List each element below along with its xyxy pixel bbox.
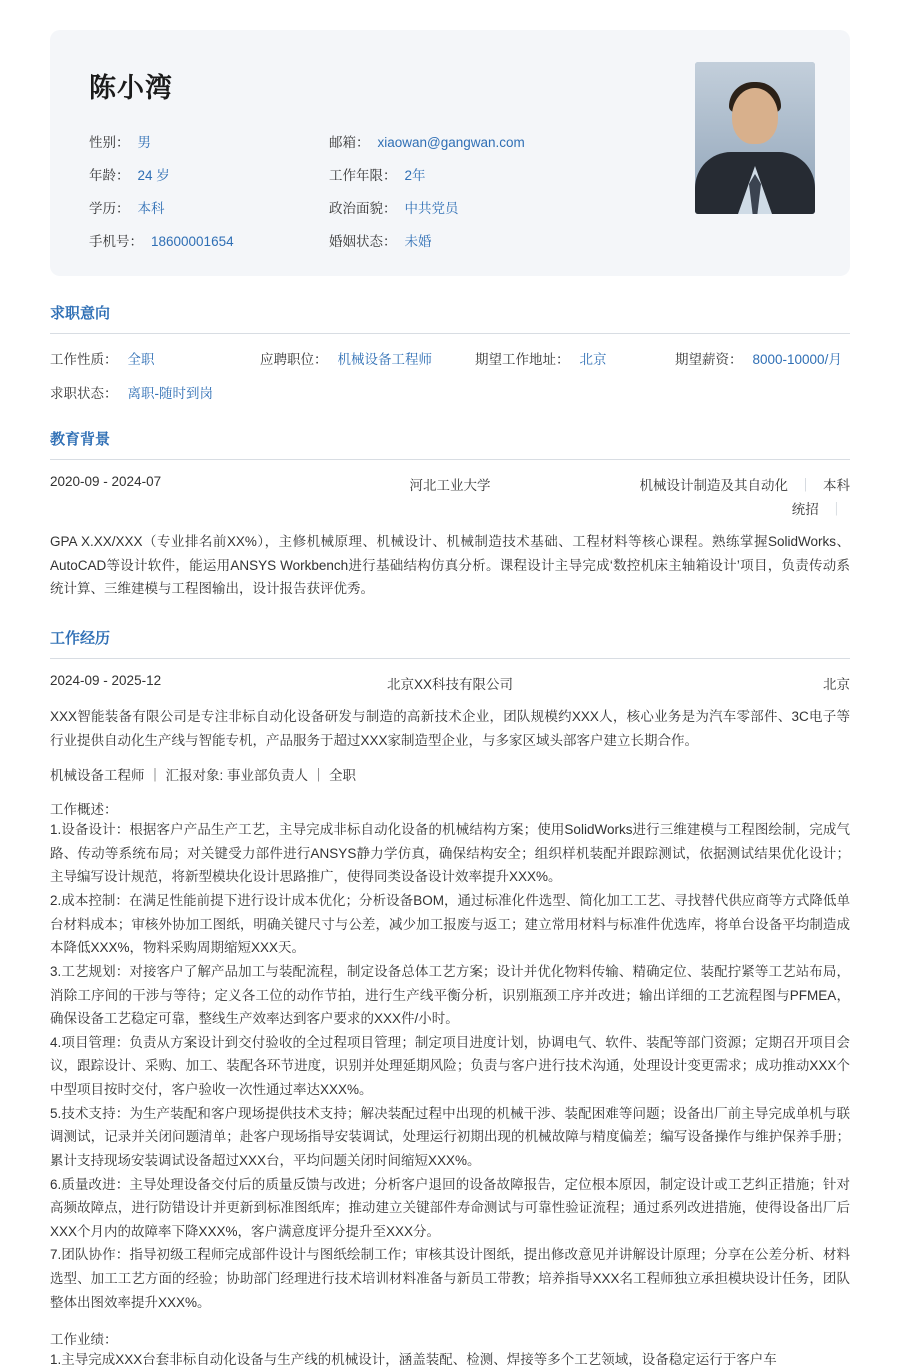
work-role-line: 机械设备工程师 ｜ 汇报对象: 事业部负责人 ｜ 全职 — [50, 768, 357, 784]
section-work-experience — [50, 627, 850, 1372]
profile-header-left — [85, 60, 695, 250]
job-intention-row-1 — [50, 348, 850, 368]
profile-field-email-label: 邮箱： — [329, 135, 370, 150]
intent-job-type — [50, 348, 260, 368]
section-education — [50, 428, 850, 601]
profile-info-grid — [89, 131, 695, 250]
profile-field-education-label: 学历： — [89, 201, 130, 216]
profile-field-political-value: 中共党员 — [404, 201, 459, 216]
profile-field-gender-value: 男 — [137, 135, 151, 150]
intent-location — [475, 348, 675, 368]
work-entry-header — [50, 673, 850, 693]
education-degree: 本科 — [823, 478, 850, 493]
section-title-education: 教育背景 — [50, 431, 111, 448]
intent-position — [260, 348, 475, 368]
avatar-face — [732, 88, 778, 144]
work-duty-item: 2.成本控制：在满足性能前提下进行设计成本优化；分析设备BOM，通过标准化件选型、简化加工工艺、寻找替代供应商等方式降低单台材料成本；审核外协加工图纸，明确关键尺寸与公差，减少加工报废与返工；建立常用材料与标准件优选库，将单台设备平均制造成本降低XXX%，物料采购周期缩短XXX天。 — [50, 893, 850, 956]
section-divider — [50, 459, 850, 460]
profile-field-gender — [89, 131, 329, 151]
separator: ｜ — [829, 502, 843, 517]
profile-header-card — [50, 30, 850, 276]
work-overview-label: 工作概述： — [50, 802, 118, 818]
profile-field-marital — [329, 230, 695, 250]
profile-field-marital-value: 未婚 — [404, 234, 432, 249]
profile-field-political — [329, 197, 695, 217]
education-admission-text: 统招 — [791, 502, 819, 517]
profile-field-political-label: 政治面貌： — [329, 201, 397, 216]
intent-salary-label: 期望薪资： — [675, 352, 743, 367]
work-achievement-label: 工作业绩： — [50, 1332, 118, 1348]
profile-field-email-value: xiaowan@gangwan.com — [377, 135, 525, 150]
profile-field-experience-value: 2年 — [404, 168, 426, 183]
profile-field-experience-label: 工作年限： — [329, 168, 397, 183]
separator: ｜ — [798, 478, 813, 493]
intent-position-label: 应聘职位： — [260, 352, 328, 367]
intent-salary-value: 8000-10000/月 — [752, 352, 842, 367]
page-title: 陈小湾 — [89, 73, 173, 103]
profile-field-phone-label: 手机号： — [89, 234, 143, 249]
education-entry-header — [50, 474, 850, 518]
profile-field-education — [89, 197, 329, 217]
education-meta — [600, 474, 850, 518]
education-school: 河北工业大学 — [409, 478, 491, 493]
section-title-job-intention: 求职意向 — [50, 305, 111, 322]
profile-field-phone-value: 18600001654 — [151, 234, 234, 249]
profile-field-phone — [89, 230, 329, 250]
profile-field-experience — [329, 164, 695, 184]
work-duty-item: 4.项目管理：负责从方案设计到交付验收的全过程项目管理；制定项目进度计划，协调电气、软件、装配等部门资源；定期召开项目会议，跟踪设计、采购、加工、装配各环节进度，识别并处理延期风险；负责与客户进行技术沟通，处理设计变更需求；成功推动XXX个中型项目按时交付，客户验收一次性通过率达XXX%。 — [50, 1034, 850, 1097]
work-company: 北京XX科技有限公司 — [386, 676, 513, 692]
work-duty-item: 6.质量改进：主导处理设备交付后的质量反馈与改进；分析客户退回的设备故障报告，定位根本原因，制定设计或工艺纠正措施；针对高频故障点，进行防错设计并更新到标准图纸库；推动建立关键部件寿命测试与可靠性验证流程；通过系列改进措施，使得设备出厂后XXX个月内的故障率下降XXX%，客户满意度评分提升至XXX分。 — [50, 1176, 850, 1239]
work-duty-item: 3.工艺规划：对接客户了解产品加工与装配流程，制定设备总体工艺方案；设计并优化物料传输、精确定位、装配拧紧等工艺站布局，消除工序间的干涉与等待；定义各工位的动作节拍，进行生产线平衡分析，识别瓶颈工序并改进；输出详细的工艺流程图与PFMEA，确保设备工艺稳定可靠，整线生产效率达到客户要求的XXX件/小时。 — [50, 963, 850, 1027]
education-date: 2020-09 - 2024-07 — [50, 474, 162, 489]
work-achievement-item: 1.主导完成XXX台套非标自动化设备与生产线的机械设计，涵盖装配、检测、焊接等多个工艺领域，设备稳定运行于客户车 — [50, 1352, 777, 1368]
profile-field-gender-label: 性别： — [89, 135, 130, 150]
section-title-work-experience: 工作经历 — [50, 629, 111, 647]
work-location: 北京 — [823, 676, 850, 692]
resume-page — [0, 30, 900, 1372]
intent-job-type-label: 工作性质： — [50, 352, 118, 367]
work-company-intro: XXX智能装备有限公司是专注非标自动化设备研发与制造的高新技术企业，团队规模约XXX人，核心业务是为汽车零部件、3C电子等行业提供自动化生产线与智能专机，产品服务于超过XXX家制造型企业，与多家区域头部客户建立长期合作。 — [50, 708, 850, 748]
work-date: 2024-09 - 2025-12 — [50, 672, 162, 688]
intent-status-value: 离职-随时到岗 — [127, 386, 213, 401]
intent-status — [50, 382, 260, 402]
work-duty-item: 7.团队协作：指导初级工程师完成部件设计与图纸绘制工作；审核其设计图纸，提出修改意见并讲解设计原理；分享在公差分析、材料选型、加工工艺方面的经验；协助部门经理进行技术培训材料准备与新员工带教；培养指导XXX名工程师独立承担模块设计任务，团队整体出图效率提升XXX%。 — [50, 1247, 850, 1310]
work-duty-item: 5.技术支持：为生产装配和客户现场提供技术支持；解决装配过程中出现的机械干涉、装配困难等问题；设备出厂前主导完成单机与联调测试，记录并关闭问题清单；赴客户现场指导安装调试，处理运行初期出现的机械故障与精度偏差；编写设备操作与维护保养手册；累计支持现场安装调试设备超过XXX台，平均问题关闭时间缩短XXX%。 — [50, 1105, 850, 1168]
education-admission — [600, 498, 850, 518]
education-description: GPA X.XX/XXX（专业排名前XX%），主修机械原理、机械设计、机械制造技术基础、工程材料等核心课程。熟练掌握SolidWorks、AutoCAD等设计软件，能运用ANSYS Workbench进行基础结构仿真分析。课程设计主导完成‘数控机床主轴箱设计’项目，负责传动系统计算、三维建模与工程图输出，设计报告获评优秀。 — [50, 534, 850, 597]
intent-location-value: 北京 — [579, 352, 607, 367]
intent-salary — [675, 348, 842, 368]
intent-status-label: 求职状态： — [50, 386, 118, 401]
job-intention-row-2 — [50, 382, 850, 402]
profile-field-email — [329, 131, 695, 151]
section-divider — [50, 333, 850, 334]
work-duty-item: 1.设备设计：根据客户产品生产工艺，主导完成非标自动化设备的机械结构方案；使用SolidWorks进行三维建模与工程图绘制，完成气路、传动等系统布局；对关键受力部件进行ANSYS静力学仿真，确保结构安全；组织样机装配并跟踪测试，依据测试结果优化设计；主导编写设计规范，将新型模块化设计思路推广，使得同类设备设计效率提升XXX%。 — [50, 822, 850, 885]
avatar — [695, 62, 815, 214]
education-major: 机械设计制造及其自动化 — [639, 478, 788, 493]
profile-field-marital-label: 婚姻状态： — [329, 234, 397, 249]
profile-field-age-label: 年龄： — [89, 168, 130, 183]
section-job-intention — [50, 302, 850, 402]
intent-location-label: 期望工作地址： — [475, 352, 570, 367]
section-divider — [50, 658, 850, 659]
profile-field-education-value: 本科 — [137, 201, 165, 216]
intent-position-value: 机械设备工程师 — [337, 352, 432, 367]
profile-field-age-value: 24 岁 — [137, 168, 170, 183]
intent-job-type-value: 全职 — [127, 352, 155, 367]
profile-field-age — [89, 164, 329, 184]
